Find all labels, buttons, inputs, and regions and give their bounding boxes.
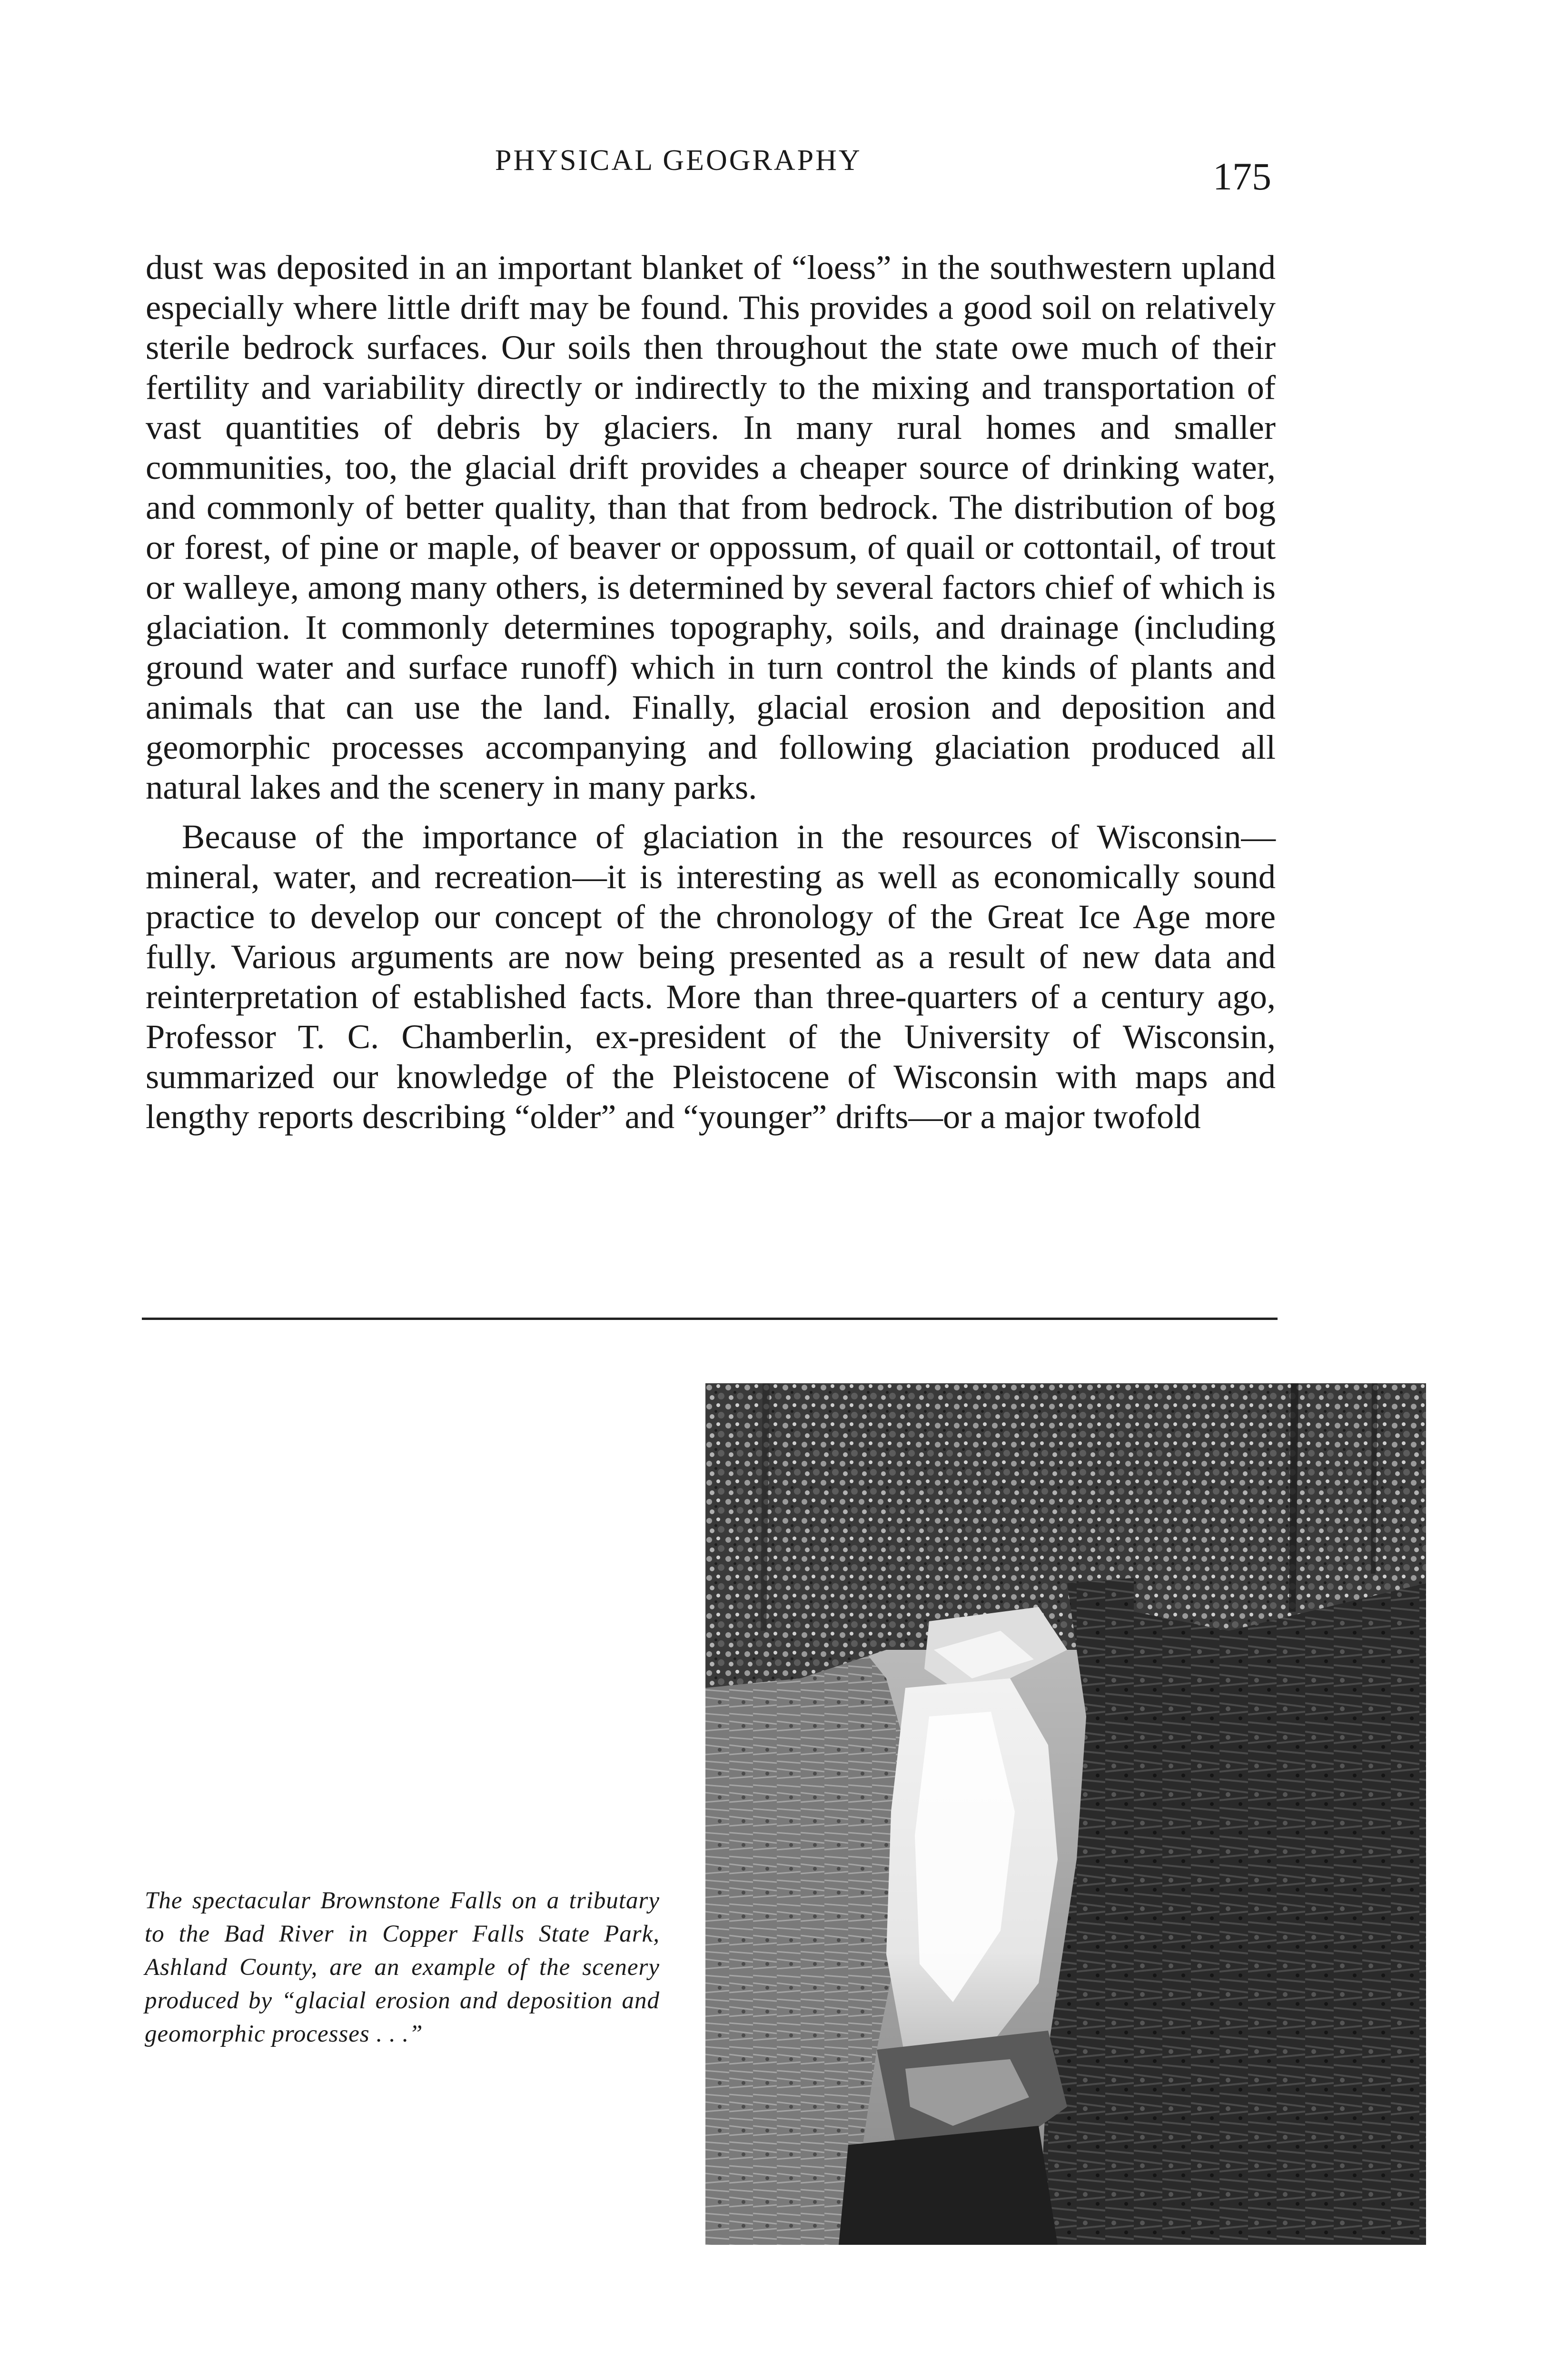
page-number: 175 — [1213, 155, 1271, 198]
waterfall-photo — [705, 1383, 1426, 2245]
body-text — [146, 248, 1276, 1137]
running-head: PHYSICAL GEOGRAPHY — [495, 144, 862, 177]
section-divider — [142, 1318, 1278, 1320]
paragraph-1: dust was deposited in an important blanket of “loess” in the southwestern upland especially where little drift may be found. This provides a good soil on relatively sterile bedrock surfaces. Our soils then throughout the state owe much of their fertility and variability directly or indirectly to the mixing and transportation of vast quantities of debris by glaciers. In many rural homes and smaller communities, too, the glacial drift provides a cheaper source of drinking water, and commonly of better quality, than that from bedrock. The distribution of bog or forest, of pine or maple, of beaver or oppossum, of quail or cottontail, of trout or walleye, among many others, is determined by several factors chief of which is glaciation. It commonly determines topography, soils, and drainage (including ground water and surface runoff) which in turn control the kinds of plants and animals that can use the land. Finally, glacial erosion and deposition and geomorphic processes accompanying and following glaciation produced all natural lakes and the scenery in many parks. — [146, 248, 1276, 806]
figure-caption: The spectacular Brownstone Falls on a tributary to the Bad River in Copper Falls State Park, Ashland County, are an example of the scenery produced by “glacial erosion and deposition and geomorphic processes . . .” — [145, 1887, 660, 2047]
paragraph-2: Because of the importance of glaciation in the resources of Wisconsin—mineral, water, and recreation—it is interesting as well as economically sound practice to develop our concept of the chronology of the Great Ice Age more fully. Various arguments are now being presented as a result of new data and reinterpretation of established facts. More than three-quarters of a century ago, Professor T. C. Chamberlin, ex-president of the University of Wisconsin, summarized our knowledge of the Pleistocene of Wisconsin with maps and lengthy reports describing “older” and “younger” drifts—or a major twofold — [146, 817, 1276, 1136]
